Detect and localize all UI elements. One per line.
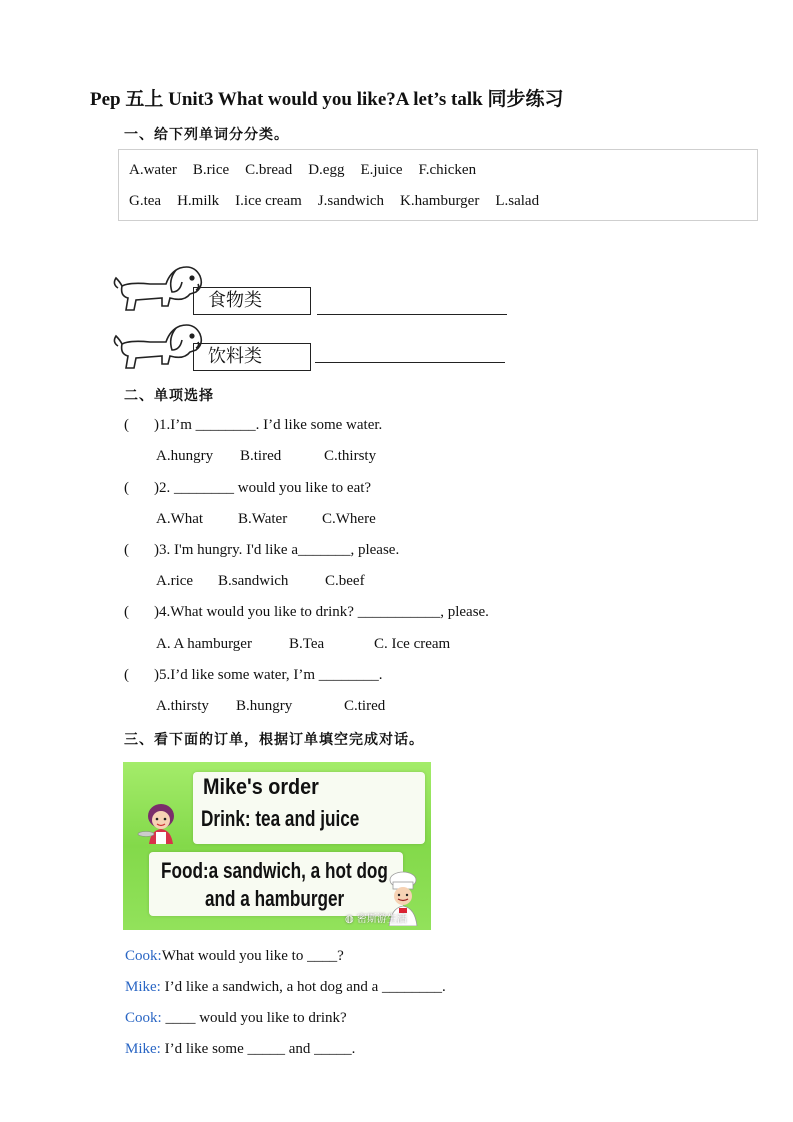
watermark: ◍ 密斯游生活	[345, 914, 407, 925]
question-5	[124, 667, 383, 684]
word-item: G.tea	[129, 193, 162, 209]
word-item: L.salad	[495, 193, 540, 209]
answer-paren[interactable]: (	[124, 417, 129, 433]
option[interactable]: B.Tea	[289, 636, 325, 652]
option[interactable]: C. Ice cream	[374, 636, 451, 652]
question-4	[124, 604, 489, 621]
word-row-1	[129, 162, 492, 179]
word-item: J.sandwich	[317, 193, 385, 209]
question-text: )5.I’d like some water, I’m ________.	[154, 667, 383, 683]
option[interactable]: C.thirsty	[324, 448, 377, 464]
category-label-food: 食物类	[193, 287, 311, 315]
option[interactable]: C.Where	[322, 511, 376, 527]
option[interactable]: A.What	[156, 511, 204, 527]
page-title: Pep 五上 Unit3 What would you like?A let’s talk 同步练习	[90, 89, 564, 110]
question-text: )4.What would you like to drink? ___________, please.	[154, 604, 489, 620]
question-3	[124, 542, 399, 559]
dialogue-line-2	[125, 979, 446, 996]
option[interactable]: C.beef	[325, 573, 365, 589]
word-item: H.milk	[177, 193, 220, 209]
option[interactable]: A.thirsty	[156, 698, 209, 714]
speaker-label: Mike:	[125, 979, 161, 995]
answer-paren[interactable]: (	[124, 542, 129, 558]
dialogue-line-3	[125, 1010, 347, 1027]
order-card	[123, 762, 431, 930]
option[interactable]: B.sandwich	[218, 573, 289, 589]
word-item: D.egg	[308, 162, 345, 178]
option[interactable]: B.hungry	[236, 698, 293, 714]
options-1	[156, 448, 376, 465]
option[interactable]: A. A hamburger	[156, 636, 252, 652]
order-food-line-2: and a hamburger	[205, 886, 345, 911]
answer-line-drink[interactable]	[315, 362, 505, 363]
word-box	[118, 149, 758, 221]
speaker-label: Cook:	[125, 1010, 162, 1026]
speaker-label: Mike:	[125, 1041, 161, 1057]
question-text: )2. ________ would you like to eat?	[154, 480, 372, 496]
question-text: )1.I’m ________. I’d like some water.	[154, 417, 383, 433]
option[interactable]: B.Water	[238, 511, 288, 527]
word-item: B.rice	[192, 162, 230, 178]
order-food-line-1: Food:a sandwich, a hot dog	[161, 858, 388, 883]
answer-paren[interactable]: (	[124, 667, 129, 683]
wechat-icon: ◍	[345, 914, 354, 925]
answer-paren[interactable]: (	[124, 604, 129, 620]
question-text: )3. I'm hungry. I'd like a_______, please.	[154, 542, 400, 558]
options-4	[156, 636, 450, 653]
dialogue-text: What would you like to ____?	[161, 948, 344, 964]
order-drink: Drink: tea and juice	[201, 806, 360, 831]
word-item: I.ice cream	[235, 193, 302, 209]
section-1-heading: 一、给下列单词分分类。	[124, 127, 289, 143]
category-label-drink: 饮料类	[193, 343, 311, 371]
option[interactable]: A.hungry	[156, 448, 214, 464]
word-item: K.hamburger	[400, 193, 480, 209]
order-title: Mike's order	[203, 774, 319, 799]
word-item: C.bread	[245, 162, 293, 178]
answer-line-food[interactable]	[317, 314, 507, 315]
dialogue-line-4	[125, 1041, 355, 1058]
section-2-heading: 二、单项选择	[124, 388, 214, 404]
option[interactable]: C.tired	[344, 698, 386, 714]
section-3-heading: 三、看下面的订单，根据订单填空完成对话。	[124, 732, 424, 748]
word-item: A.water	[129, 162, 177, 178]
answer-paren[interactable]: (	[124, 480, 129, 496]
dialogue-text: I’d like a sandwich, a hot dog and a ________.	[160, 979, 446, 995]
dialogue-text: ____ would you like to drink?	[161, 1010, 347, 1026]
dialogue-text: I’d like some _____ and _____.	[160, 1041, 356, 1057]
options-5	[156, 698, 385, 715]
options-2	[156, 511, 376, 528]
dialogue-line-1	[125, 948, 344, 965]
word-row-2	[129, 193, 555, 210]
dog-icon	[110, 262, 204, 314]
girl-waiter-icon	[137, 798, 185, 846]
options-3	[156, 573, 365, 590]
question-1	[124, 417, 382, 434]
question-2	[124, 480, 371, 497]
dog-icon	[110, 320, 204, 372]
word-item: E.juice	[360, 162, 403, 178]
option[interactable]: A.rice	[156, 573, 194, 589]
speaker-label: Cook:	[125, 948, 162, 964]
option[interactable]: B.tired	[240, 448, 282, 464]
word-item: F.chicken	[418, 162, 477, 178]
